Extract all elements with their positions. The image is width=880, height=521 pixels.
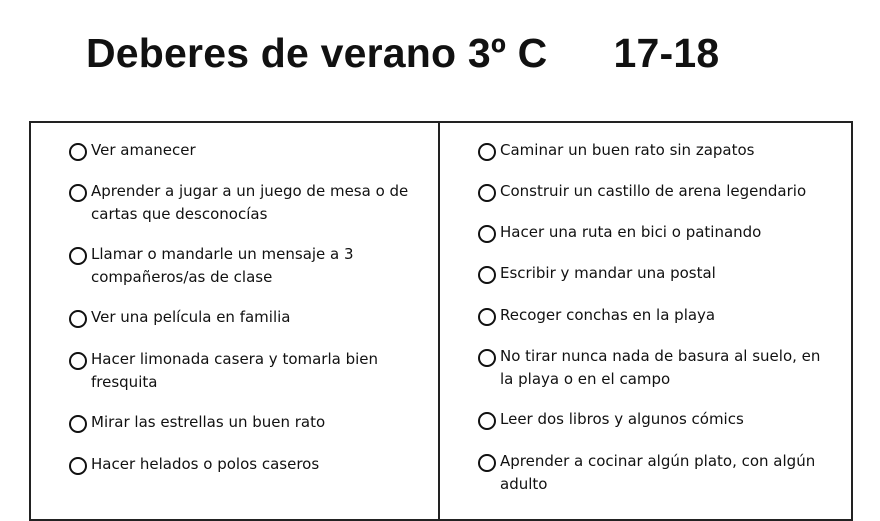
checklist-item <box>478 224 761 244</box>
checklist-item <box>478 453 815 496</box>
checklist-item-line: Hacer limonada casera y tomarla bien <box>91 350 379 368</box>
checkbox-circle-icon[interactable] <box>478 349 496 367</box>
checklist-item <box>478 348 820 391</box>
checkbox-circle-icon[interactable] <box>69 352 87 370</box>
checklist-item-line: Caminar un buen rato sin zapatos <box>500 141 755 159</box>
checklist-item-text <box>500 139 755 162</box>
checkbox-circle-icon[interactable] <box>69 310 87 328</box>
checkbox-circle-icon[interactable] <box>69 457 87 475</box>
checklist-item-line: Ver una película en familia <box>91 308 291 326</box>
checklist-item-line: adulto <box>500 475 548 493</box>
checklist-item-line: cartas que desconocías <box>91 205 268 223</box>
checklist-item-text <box>91 180 408 226</box>
checklist-item <box>478 265 716 285</box>
checklist-item-text <box>91 453 319 476</box>
checklist-item <box>478 183 806 203</box>
checklist-item-text <box>500 408 744 431</box>
checklist-item-line: Leer dos libros y algunos cómics <box>500 410 744 428</box>
checklist-item-line: Hacer una ruta en bici o patinando <box>500 223 762 241</box>
checkbox-circle-icon[interactable] <box>478 454 496 472</box>
checklist-item-line: Llamar o mandarle un mensaje a 3 <box>91 245 354 263</box>
checklist-item <box>478 411 744 431</box>
checklist-item-text <box>500 345 820 391</box>
checklist-item-line: Recoger conchas en la playa <box>500 306 716 324</box>
checklist-item <box>69 309 290 329</box>
page-title <box>86 30 719 77</box>
checklist-item <box>69 246 354 289</box>
checkbox-circle-icon[interactable] <box>69 247 87 265</box>
checklist-item-line: la playa o en el campo <box>500 370 671 388</box>
checkbox-circle-icon[interactable] <box>69 184 87 202</box>
checklist-item <box>69 183 408 226</box>
checklist-item-text <box>91 306 290 329</box>
checkbox-circle-icon[interactable] <box>69 415 87 433</box>
column-divider <box>438 123 440 519</box>
checklist-item-line: Ver amanecer <box>91 141 196 159</box>
checklist-item <box>69 456 319 476</box>
checklist-item-line: No tirar nunca nada de basura al suelo, en <box>500 347 821 365</box>
checklist-item <box>69 414 325 434</box>
checklist-item-line: Aprender a cocinar algún plato, con algún <box>500 452 816 470</box>
checklist-item-text <box>500 304 715 327</box>
checklist-item-line: Construir un castillo de arena legendario <box>500 182 807 200</box>
checkbox-circle-icon[interactable] <box>478 266 496 284</box>
checklist-item <box>69 351 378 394</box>
checklist-item-line: Mirar las estrellas un buen rato <box>91 413 326 431</box>
checklist-item-text <box>91 411 325 434</box>
checklist-item-text <box>500 221 761 244</box>
checklist-table <box>29 121 853 521</box>
checklist-item-text <box>91 243 354 289</box>
checklist-item-text <box>500 450 815 496</box>
checklist-item-line: fresquita <box>91 373 158 391</box>
checklist-item <box>69 142 196 162</box>
checkbox-circle-icon[interactable] <box>69 143 87 161</box>
checkbox-circle-icon[interactable] <box>478 308 496 326</box>
checkbox-circle-icon[interactable] <box>478 412 496 430</box>
checklist-item <box>478 142 755 162</box>
checklist-item <box>478 307 715 327</box>
school-year: 17-18 <box>613 30 720 76</box>
checkbox-circle-icon[interactable] <box>478 184 496 202</box>
checkbox-circle-icon[interactable] <box>478 143 496 161</box>
checklist-item-text <box>500 180 806 203</box>
checklist-item-line: compañeros/as de clase <box>91 268 273 286</box>
title-text: Deberes de verano 3º C <box>86 30 548 76</box>
checklist-item-text <box>91 348 378 394</box>
checklist-item-line: Hacer helados o polos caseros <box>91 455 320 473</box>
checklist-item-text <box>91 139 196 162</box>
checklist-item-text <box>500 262 716 285</box>
checklist-item-line: Escribir y mandar una postal <box>500 264 716 282</box>
checkbox-circle-icon[interactable] <box>478 225 496 243</box>
checklist-item-line: Aprender a jugar a un juego de mesa o de <box>91 182 409 200</box>
